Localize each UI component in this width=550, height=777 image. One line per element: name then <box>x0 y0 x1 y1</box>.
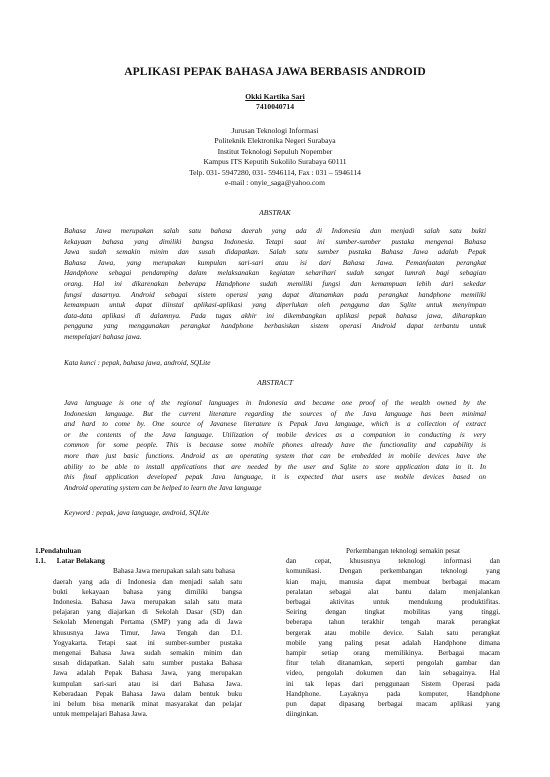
paragraph-line: Perkembangan teknologi semakin pesat <box>346 547 460 555</box>
abstrak-line: mempelajari bahasa jawa. <box>64 331 142 341</box>
body-left-column <box>35 546 242 719</box>
abstrak-line: data-data aplikasi di dalamnya. Pada tugas akhir ini dikembangkan aplikasi pepak bahasa jawa, diharapkan <box>64 310 486 320</box>
affiliation-line: Telp. 031- 5947280, 031- 5946114, Fax : 031 – 5946114 <box>189 167 361 177</box>
paragraph-line: Handphone. Layaknya pada komputer, Handphone <box>286 689 500 698</box>
paragraph-line: pun dapat dipasang berbagai macam aplikasi yang <box>286 700 500 709</box>
abstrak-line: orang. Hal ini dikarenakan beberapa Handphone sudah memiliki fungsi dan kemampuan lebih dari sekedar <box>64 278 486 288</box>
affiliation-block <box>0 126 550 188</box>
paragraph-line: susah didapatkan. Salah satu sumber pustaka Bahasa <box>53 659 242 668</box>
paragraph-line: Jawa adalah Pepak Bahasa Jawa, yang merupakan <box>53 669 242 678</box>
abstrak-line: kekayaan bahasa yang dimiliki bangsa Indonesia. Tetapi saat ini sumber-sumber pustaka mengenai Bahasa <box>64 236 486 246</box>
abstract-line: or the contents of the Java language. Utilization of mobile devices as a companion in conducting is very <box>64 429 486 439</box>
affiliation-email: e-mail : onyie_saga@yahoo.com <box>225 178 325 188</box>
paragraph-line: Yogyakarta. Tetapi saat ini sumber-sumber pustaka <box>53 638 242 647</box>
abstract-line: and hard to come by. One source of Javanese literature is Pepak Java language, which is a collection of extract <box>64 419 486 429</box>
subsection-heading <box>35 556 242 566</box>
abstrak-line: kemampuan untuk dapat diinstal aplikasi-aplikasi yang diperlukan oleh pengguna dan Sqlite untuk menyimpan <box>64 300 486 310</box>
paragraph-line: Seiring dengan tingkat mobilitas yang tinggi, <box>286 608 500 617</box>
paragraph-line: ini tak lepas dari penggunaan Sistem Operasi pada <box>286 679 500 688</box>
abstract-keywords: Keyword : pepak, java language, android, SQLite <box>64 508 210 517</box>
author-block <box>0 92 550 111</box>
abstrak-line: pengguna yang menggunakan perangkat handphone berbasiskan sistem operasi Android dapat terbantu untuk <box>64 321 486 331</box>
paragraph-line: kian maju, manusia dapat membuat berbagai macam <box>286 577 500 586</box>
paragraph-line: komunikasi. Dengan perkembangan teknologi yang <box>286 567 500 576</box>
abstrak-line: Bahasa Jawa merupakan salah satu bahasa daerah yang ada di Indonesia dan menjadi salah satu bukti <box>64 226 486 235</box>
body-right-column <box>286 546 500 719</box>
abstrak-line: Jawa sudah semakin minim dan susah didapatkan. Salah satu sumber pustaka Bahasa Jawa adalah Pepak <box>64 247 486 257</box>
section-heading: 1.Pendahuluan <box>35 547 82 555</box>
abstract-text <box>64 398 486 493</box>
subsection-number: 1.1. <box>35 557 46 566</box>
author-id: 7410040714 <box>256 101 294 111</box>
abstract-line: Indonesian language. But the current literature regarding the sources of the Java language has been minimal <box>64 408 486 418</box>
abstrak-text <box>64 226 486 343</box>
paragraph-line: mobile yang paling pesat adalah Handphone dimana <box>286 638 500 647</box>
paragraph-line: bukti kekayaan bahasa yang dimiliki bangsa <box>53 587 242 596</box>
author-name: Okki Kartika Sari <box>245 92 305 101</box>
paragraph-line: khususnya Jawa Timur, Jawa Tengah dan D.I. <box>53 628 242 637</box>
paragraph-line: Bahasa Jawa merupakan salah satu bahasa <box>113 567 235 576</box>
paragraph-line: hampir setiap orang memilikinya. Berbagai macam <box>286 649 500 658</box>
paper-title: APLIKASI PEPAK BAHASA JAWA BERBASIS ANDROID <box>124 66 426 78</box>
paragraph-line: diinginkan. <box>286 710 319 719</box>
paragraph-line: untuk mempelajari Bahasa Jawa. <box>53 710 148 719</box>
affiliation-line: Politeknik Elektronika Negeri Surabaya <box>214 136 336 146</box>
subsection-title: Latar Belakang <box>56 557 105 566</box>
paragraph-line: Keberadaan Pepak Bahasa Jawa dalam bentuk buku <box>53 689 242 698</box>
paragraph-line: Sekolah Menengah Pertama (SMP) yang ada di Jawa <box>53 618 242 627</box>
paragraph-line: peralatan sebagai alat bantu dalam menjalankan <box>286 587 500 596</box>
paragraph-line: berbagai aktivitas untuk mendukung produktifitas. <box>286 598 500 607</box>
paragraph <box>53 566 242 719</box>
paragraph-line: Indonesia. Bahasa Jawa merupakan salah satu mata <box>53 598 242 607</box>
paragraph-line: video, pengolah dokumen dan lain sebagainya. Hal <box>286 669 500 678</box>
affiliation-line: Institut Teknologi Sepuluh Nopember <box>217 146 333 156</box>
abstrak-heading: ABSTRAK <box>259 208 291 217</box>
paragraph-line: pelajaran yang diajarkan di Sekolah Dasar (SD) dan <box>53 608 242 617</box>
abstrak-line: Bahasa Jawa, yang merupakan kumpulan sari-sari atau isi dari Bahasa Jawa. Pemanfaatan perangkat <box>64 257 486 267</box>
abstract-line: Java language is one of the regional languages in Indonesia and became one proof of the wealth owned by the <box>64 398 486 407</box>
paragraph-line: bergerak atau mobile device. Salah satu perangkat <box>286 628 500 637</box>
paragraph <box>286 546 500 719</box>
abstrak-keywords: Kata kunci : pepak, bahasa jawa, android, SQLite <box>64 358 211 367</box>
abstract-line: more than just basic functions. Android as an operating system that can be embedded in mobile devices have the <box>64 450 486 460</box>
paragraph-line: beberapa tahun terakhir tengah marak perangkat <box>286 618 500 627</box>
affiliation-line: Kampus ITS Keputih Sukolilo Surabaya 60111 <box>203 157 347 167</box>
abstract-line: Android operating system can be helped to learn the Java language <box>64 482 262 492</box>
paragraph-line: fitur telah ditanamkan, seperti pengolah gambar dan <box>286 659 500 668</box>
paragraph-line: mengenai Bahasa Jawa sudah semakin minim dan <box>53 649 242 658</box>
abstrak-line: Handphone sebagai pendamping dalam melaksanakan kegiatan sehariharí sudah sangat lumrah bagi sebagian <box>64 268 486 278</box>
paragraph-line: dan cepat, khususnya teknologi informasi dan <box>286 557 500 566</box>
abstract-line: common for some people. This is because some mobile phones already have the functionality and capability is <box>64 440 486 450</box>
paragraph-line: daerah yang ada di Indonesia dan menjadi salah satu <box>53 577 242 586</box>
abstract-line: this final application developed pepak Java language, it is expected that users use mobile devices based on <box>64 472 486 482</box>
paragraph-line: ini belum bisa menarik minat masyarakat dan pelajar <box>53 700 242 709</box>
affiliation-line: Jurusan Teknologi Informasi <box>231 126 319 135</box>
paragraph-line: kumpulan sari-sari atau isi dari Bahasa Jawa. <box>53 679 242 688</box>
abstract-heading: ABSTRACT <box>257 378 293 387</box>
abstract-line: ability to be able to install applications that are needed by the user and Sqlite to store application data in it. In <box>64 461 486 471</box>
abstrak-line: fungsi dasarnya. Android sebagai sistem operasi yang dapat ditanamkan pada perangkat handphone memiliki <box>64 289 486 299</box>
